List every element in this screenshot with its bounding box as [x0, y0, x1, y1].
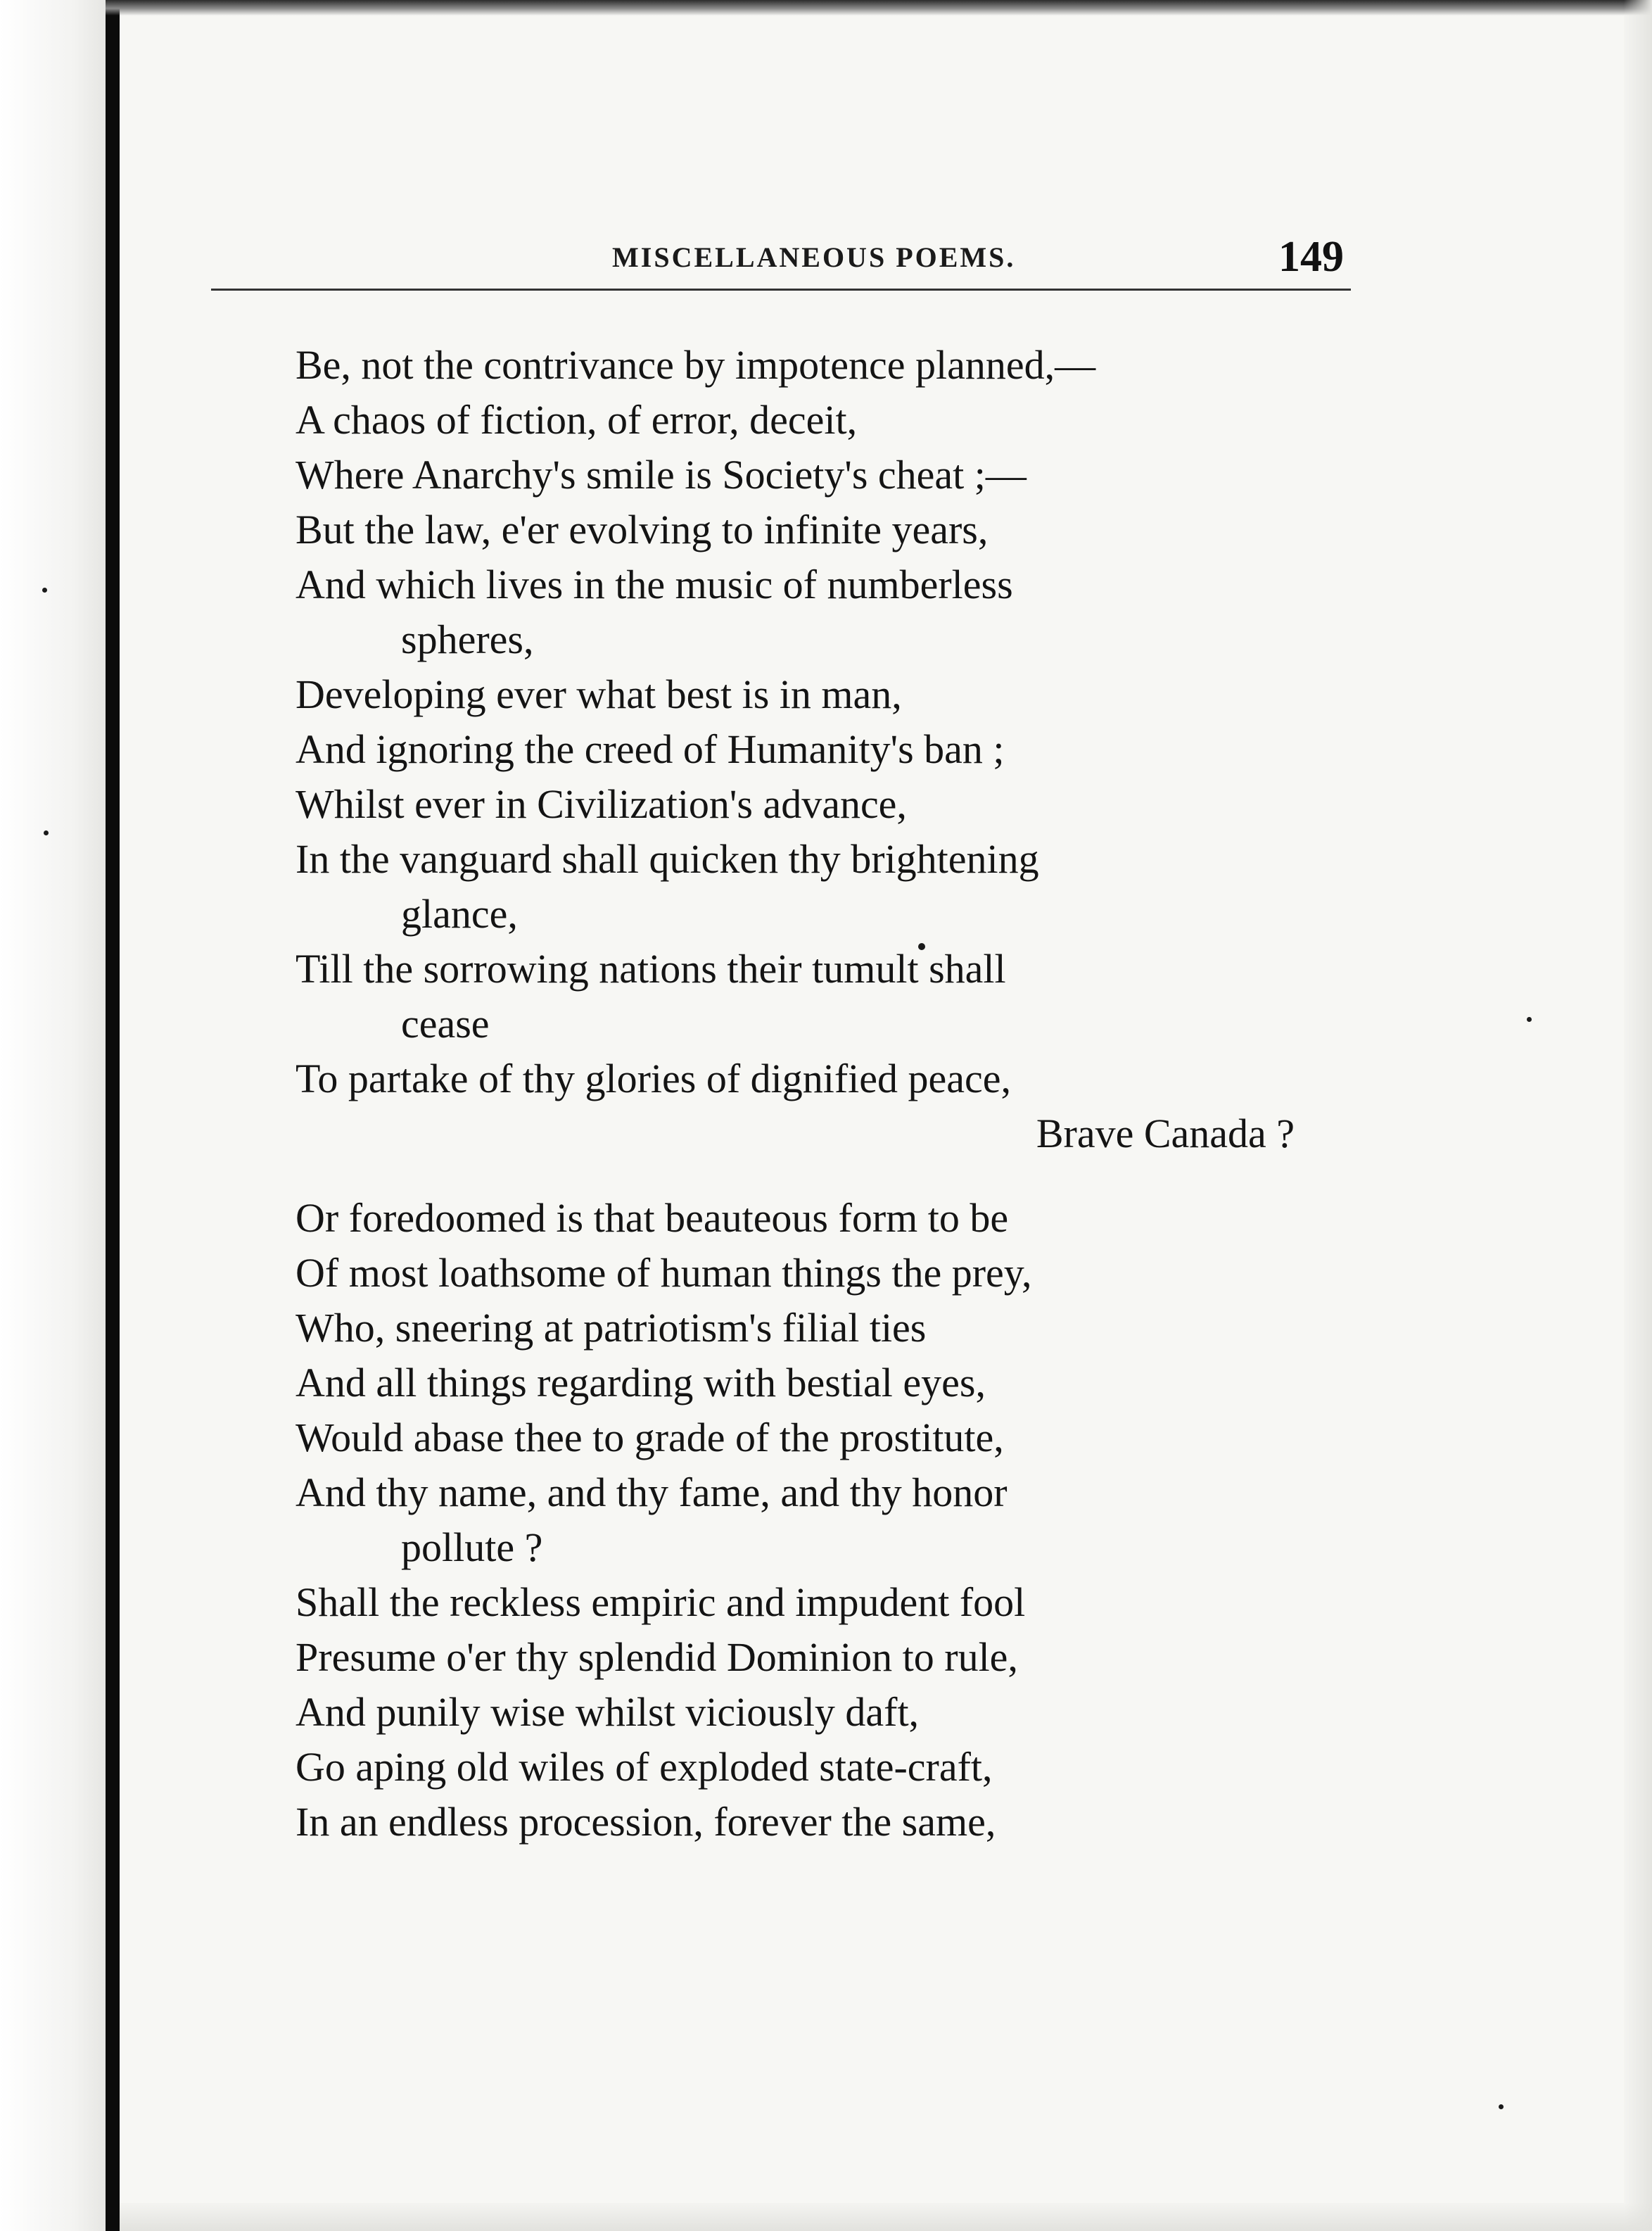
- ink-speck: [42, 588, 47, 593]
- poem-line: And ignoring the creed of Humanity's ban ;: [296, 726, 1005, 772]
- poem-line: And thy name, and thy fame, and thy honor: [296, 1470, 1008, 1515]
- poem-line: Or foredoomed is that beauteous form to be: [296, 1195, 1009, 1241]
- poem-line: Presume o'er thy splendid Dominion to rule,: [296, 1634, 1018, 1680]
- poem-line: But the law, e'er evolving to infinite years,: [296, 507, 989, 552]
- poem-refrain: Brave Canada ?: [1036, 1111, 1295, 1156]
- stanza-1: [296, 338, 1337, 1161]
- poem-line: Where Anarchy's smile is Society's cheat ;—: [296, 452, 1027, 498]
- header-rule: [211, 289, 1351, 291]
- poem-line: Till the sorrowing nations their tumult shall: [296, 946, 1006, 992]
- stanza-break: [296, 1161, 1337, 1191]
- section-title: MISCELLANEOUS POEMS.: [612, 241, 1016, 273]
- poem-line-continuation: spheres,: [401, 617, 534, 662]
- poem-line: Whilst ever in Civilization's advance,: [296, 781, 907, 827]
- page-bottom-edge: [120, 2203, 1652, 2231]
- poem-line: In the vanguard shall quicken thy brightening: [296, 836, 1039, 882]
- book-gutter: [106, 0, 120, 2231]
- ink-speck: [44, 830, 49, 835]
- poem-line-continuation: glance,: [401, 891, 518, 937]
- poem-line-continuation: pollute ?: [401, 1524, 543, 1570]
- poem-line: And which lives in the music of numberless: [296, 562, 1013, 607]
- poem-line: Would abase thee to grade of the prostitute,: [296, 1415, 1004, 1460]
- poem-line: A chaos of fiction, of error, deceit,: [296, 397, 858, 443]
- poem-line: In an endless procession, forever the same,: [296, 1799, 996, 1845]
- poem-line: And all things regarding with bestial eyes,: [296, 1360, 986, 1405]
- poem-line: Go aping old wiles of exploded state-craft,: [296, 1744, 993, 1790]
- poem-line: Be, not the contrivance by impotence planned,—: [296, 342, 1096, 388]
- poem-line-continuation: cease: [401, 1001, 490, 1047]
- page-right-edge: [1624, 0, 1652, 2231]
- ink-speck: [1499, 2104, 1504, 2109]
- poem-line: And punily wise whilst viciously daft,: [296, 1689, 920, 1735]
- poem-line: Of most loathsome of human things the prey,: [296, 1250, 1032, 1296]
- page-number: 149: [1278, 233, 1344, 281]
- page-top-edge: [106, 0, 1652, 15]
- facing-page-edge: [0, 0, 106, 2231]
- ink-speck: [1527, 1017, 1532, 1022]
- poem-line: Shall the reckless empiric and impudent fool: [296, 1579, 1026, 1625]
- running-head: [211, 232, 1351, 289]
- stanza-2: [296, 1191, 1337, 1850]
- poem-line: Who, sneering at patriotism's filial ties: [296, 1305, 927, 1351]
- poem-line: To partake of thy glories of dignified peace,: [296, 1056, 1012, 1101]
- poem-line: Developing ever what best is in man,: [296, 671, 902, 717]
- poem-body: [296, 338, 1337, 1850]
